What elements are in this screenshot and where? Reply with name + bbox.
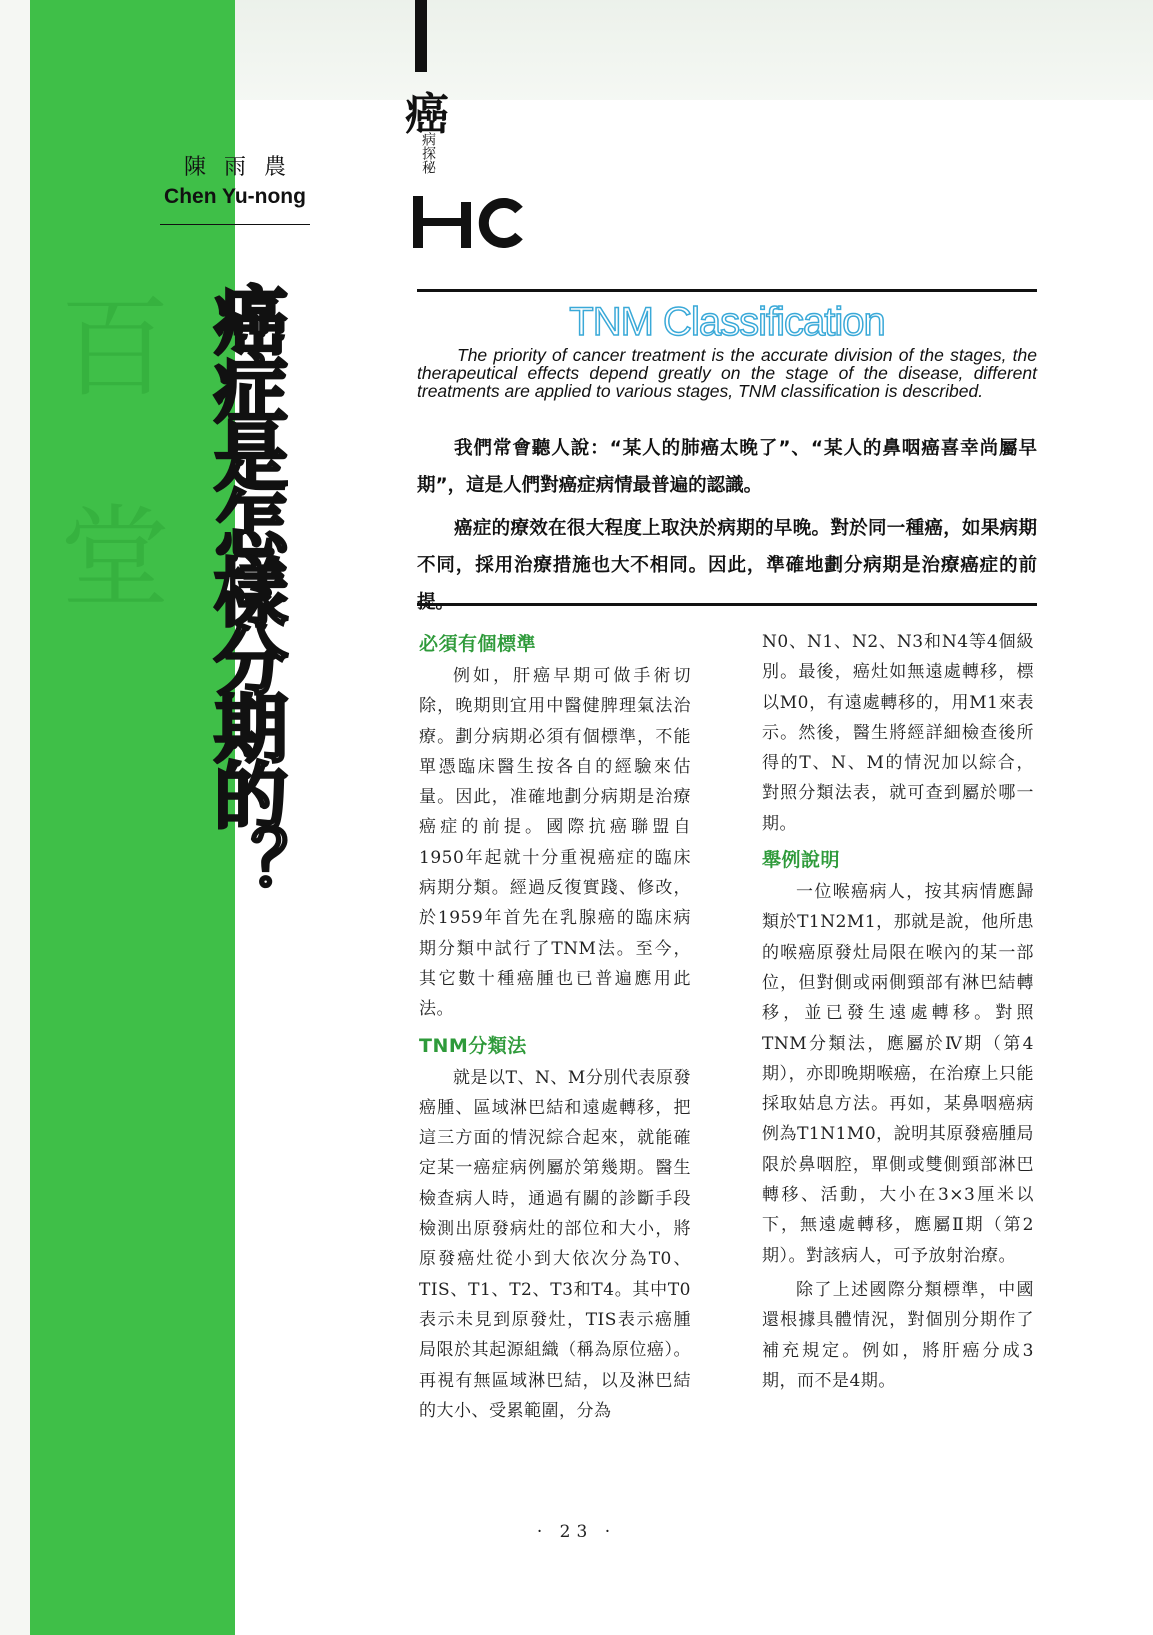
column-name: 癌: [405, 89, 449, 140]
body-paragraph: 除了上述國際分類標準，中國還根據具體情況，對個別分期作了補充規定。例如，將肝癌分成3期，而不是4期。: [762, 1279, 1034, 1391]
section-heading: 舉例說明: [762, 849, 841, 872]
article-title: 癌症是怎樣分期的？: [202, 282, 288, 894]
intro-paragraph: 我們常會聽人說：“某人的肺癌太晚了”、“某人的鼻咽癌喜幸尚屬早期”，這是人們對癌症病情最普遍的認識。: [417, 438, 1037, 496]
column-subname: 病探秘: [420, 132, 436, 174]
english-abstract: The priority of cancer treatment is the accurate division of the stages, the therapeutical effects depend greatly on the stage of the disease, different treatments are applied to various stages, TNM classification is described.: [417, 345, 1037, 401]
author-name-cn: 陳雨農: [183, 155, 304, 180]
author-name-en: Chen Yu-nong: [164, 185, 306, 208]
author-divider: [160, 224, 310, 225]
intro-rule: [417, 603, 1037, 606]
intro-paragraph: 癌症的療效在很大程度上取決於病期的早晚。對於同一種癌，如果病期不同，採用治療措施也大不相同。因此，準確地劃分病期是治療癌症的前: [417, 518, 1037, 576]
author-block: [160, 150, 310, 209]
body-paragraph: 就是以T、N、M分別代表原發癌腫、區域淋巴結和遠處轉移，把這三方面的情況綜合起來，就能確定某一癌症病例屬於第幾期。醫生檢查病人時，通過有關的診斷手段檢測出原發病灶的部位和大小，將原發癌灶從小到大依次分為T0、TIS、T1、T2、T3和T4。其中T0表示未見到原發灶，TIS表示癌腫局限於其起源組織（稱為原位癌）。再視有無區域淋巴結，以及淋巴結的大小、受累範圍，分為: [419, 1067, 691, 1421]
watermark-ornament: 百: [60, 284, 170, 412]
section-title: TNM Classification: [569, 300, 885, 344]
intro: [417, 430, 1037, 627]
hc-logo-icon: [413, 196, 523, 248]
section-heading: TNM分類法: [419, 1034, 527, 1057]
body-paragraph: 例如，肝癌早期可做手術切除，晚期則宜用中醫健脾理氣法治療。劃分病期必須有個標準，不能單憑臨床醫生按各自的經驗來估量。因此，准確地劃分病期是治療癌症的前提。國際抗癌聯盟自1950年起就十分重視癌症的臨床病期分類。經過反復實踐、修改，於1959年首先在乳腺癌的臨床病期分類中試行了TNM法。至今，其它數十種癌腫也已普遍應用此法。: [419, 666, 691, 1020]
body-paragraph-continued: N0、N1、N2、N3和N4等4個級別。最後，癌灶如無遠處轉移，標以M0，有遠處轉移的，用M1來表示。然後，醫生將經詳細檢查後所得的T、N、M的情況加以綜合，對照分類法表，就可查到屬於哪一期。: [762, 632, 1034, 834]
body-column-left: [419, 627, 691, 1430]
watermark-ornament: 堂: [60, 494, 170, 622]
section-heading: 必須有個標準: [419, 633, 537, 655]
column-bar: [415, 0, 427, 72]
page-margin: [0, 0, 30, 1635]
header-rule: [417, 289, 1037, 292]
page-number: · 23 ·: [536, 1522, 617, 1542]
body-column-right: [762, 627, 1034, 1400]
body-paragraph: 一位喉癌病人，按其病情應歸類於T1N2M1，那就是說，他所患的喉癌原發灶局限在喉內的某一部位，但對側或兩側頸部有淋巴結轉移，並已發生遠處轉移。對照TNM分類法，應屬於Ⅳ期（第4期），亦即晚期喉癌，在治療上只能採取姑息方法。再如，某鼻咽癌病例為T1N1M0，說明其原發癌腫局限於鼻咽腔，單側或雙側頸部淋巴轉移、活動，大小在3×3厘米以下，無遠處轉移，應屬Ⅱ期（第2期）。對該病人，可予放射治療。: [762, 882, 1034, 1266]
